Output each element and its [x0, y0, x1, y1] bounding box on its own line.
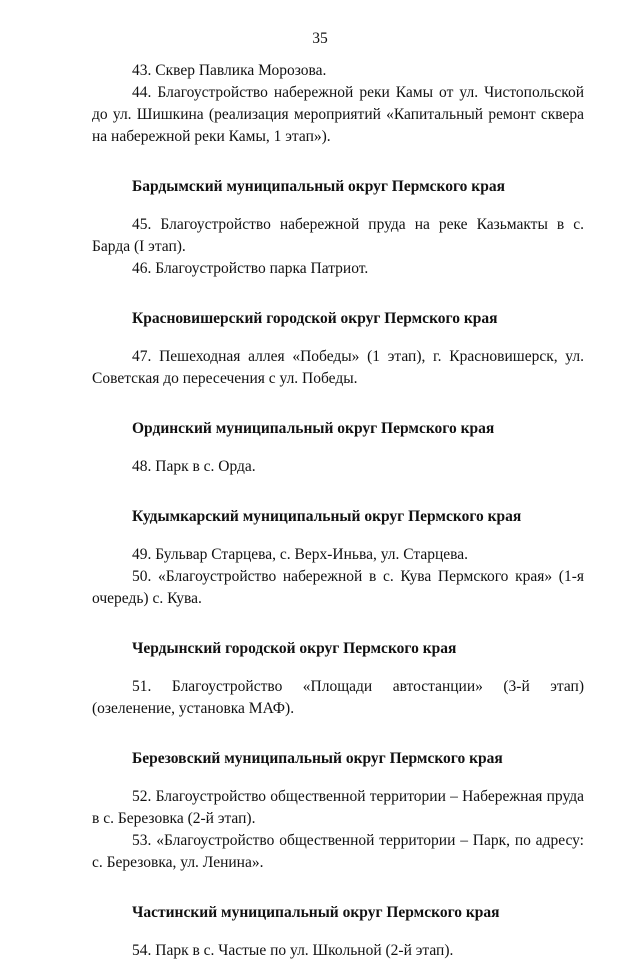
section-krasnovishersky — [92, 308, 584, 390]
section-heading: Березовский муниципальный округ Пермского края — [132, 750, 503, 767]
section-ordinsky — [92, 418, 584, 478]
section-bardymsky — [92, 176, 584, 280]
list-item: 44. Благоустройство набережной реки Камы от ул. Чистопольской до ул. Шишкина (реализация мероприятий «Капитальный ремонт сквера на набережной реки Камы, 1 этап»). — [92, 84, 584, 145]
list-item: 48. Парк в с. Орда. — [132, 458, 256, 475]
section-cherdynsky — [92, 638, 584, 720]
section-items — [92, 214, 584, 280]
section-heading: Частинский муниципальный округ Пермского края — [132, 904, 500, 921]
list-item: 43. Сквер Павлика Морозова. — [132, 62, 327, 79]
section-kudymkarsky — [92, 506, 584, 610]
section-heading: Кудымкарский муниципальный округ Пермского края — [132, 508, 522, 525]
list-item: 49. Бульвар Старцева, с. Верх-Иньва, ул. Старцева. — [132, 546, 469, 563]
list-item: 53. «Благоустройство общественной территории – Парк, по адресу: с. Березовка, ул. Ленина». — [92, 832, 584, 871]
section-items — [92, 940, 584, 962]
section-heading: Бардымский муниципальный округ Пермского края — [132, 178, 505, 195]
section-chastinsky — [92, 902, 584, 962]
list-item: 51. Благоустройство «Площади автостанции» (3-й этап) (озеленение, установка МАФ). — [92, 678, 584, 717]
section-items — [92, 676, 584, 720]
section-items — [92, 786, 584, 874]
document-body — [92, 60, 584, 962]
list-item: 52. Благоустройство общественной территории – Набережная пруда в с. Березовка (2-й этап). — [92, 788, 584, 827]
list-item: 47. Пешеходная аллея «Победы» (1 этап), г. Красновишерск, ул. Советская до пересечения с ул. Победы. — [92, 348, 584, 387]
list-item: 46. Благоустройство парка Патриот. — [132, 260, 369, 277]
section-heading: Красновишерский городской округ Пермского края — [132, 310, 498, 327]
list-item: 54. Парк в с. Частые по ул. Школьной (2-й этап). — [132, 942, 454, 959]
section-items — [92, 456, 584, 478]
section-heading: Чердынский городской округ Пермского края — [132, 640, 457, 657]
section-heading: Ординский муниципальный округ Пермского края — [132, 420, 495, 437]
page-number: 35 — [312, 30, 328, 47]
section-items — [92, 544, 584, 610]
section-items — [92, 346, 584, 390]
list-item: 50. «Благоустройство набережной в с. Кува Пермского края» (1-я очередь) с. Кува. — [92, 568, 584, 607]
list-item: 45. Благоустройство набережной пруда на реке Казьмакты в с. Барда (I этап). — [92, 216, 584, 255]
intro-list — [92, 60, 584, 148]
section-berezovsky — [92, 748, 584, 874]
